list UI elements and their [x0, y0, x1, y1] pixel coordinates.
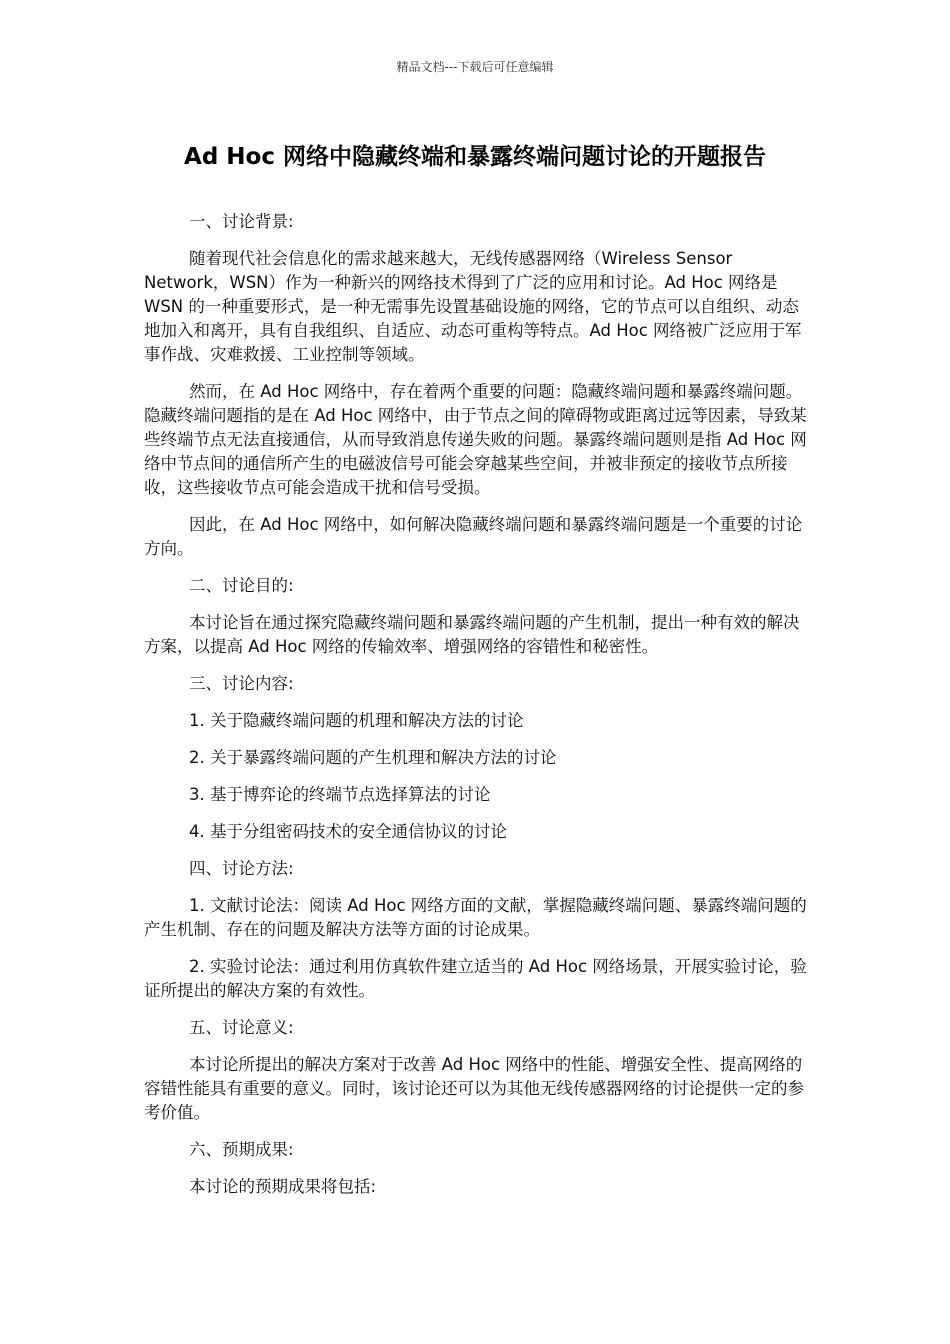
paragraph: 然而，在 Ad Hoc 网络中，存在着两个重要的问题：隐藏终端问题和暴露终端问题。隐藏终端问题指的是在 Ad Hoc 网络中，由于节点之间的障碍物或距离过远等因素，导致某些终端节点无法直接通信，从而导致消息传递失败的问题。暴露终端问题则是指 Ad Hoc 网络中节点间的通信所产生的电磁波信号可能会穿越某些空间，并被非预定的接收节点所接收，这些接收节点可能会造成干扰和信号受损。 — [144, 382, 807, 497]
section-heading-purpose: 二、讨论目的: — [189, 576, 294, 595]
page-header-note: 精品文档---下载后可任意编辑 — [396, 60, 554, 74]
paragraph: 因此，在 Ad Hoc 网络中，如何解决隐藏终端问题和暴露终端问题是一个重要的讨论方向。 — [144, 515, 803, 558]
paragraph: 本讨论的预期成果将包括: — [189, 1177, 377, 1196]
section-heading-background: 一、讨论背景: — [189, 212, 294, 231]
section-heading-content: 三、讨论内容: — [189, 674, 294, 693]
document-title: Ad Hoc 网络中隐藏终端和暴露终端问题讨论的开题报告 — [184, 144, 766, 170]
list-item: 2. 实验讨论法：通过利用仿真软件建立适当的 Ad Hoc 网络场景，开展实验讨论，验证所提出的解决方案的有效性。 — [144, 957, 807, 1000]
list-item: 1. 文献讨论法：阅读 Ad Hoc 网络方面的文献，掌握隐藏终端问题、暴露终端问题的产生机制、存在的问题及解决方法等方面的讨论成果。 — [144, 896, 807, 939]
section-heading-method: 四、讨论方法: — [189, 859, 294, 878]
paragraph: 随着现代社会信息化的需求越来越大，无线传感器网络（Wireless Sensor Network，WSN）作为一种新兴的网络技术得到了广泛的应用和讨论。Ad Hoc 网络是 WSN 的一种重要形式，是一种无需事先设置基础设施的网络，它的节点可以自组织、动态地加入和离开，具有自我组织、自适应、动态可重构等特点。Ad Hoc 网络被广泛应用于军事作战、灾难救援、工业控制等领域。 — [144, 249, 802, 364]
section-heading-significance: 五、讨论意义: — [189, 1018, 294, 1037]
list-item: 4. 基于分组密码技术的安全通信协议的讨论 — [189, 822, 507, 841]
paragraph: 本讨论旨在通过探究隐藏终端问题和暴露终端问题的产生机制，提出一种有效的解决方案，以提高 Ad Hoc 网络的传输效率、增强网络的容错性和秘密性。 — [144, 613, 800, 656]
document-body — [144, 210, 808, 1212]
list-item: 3. 基于博弈论的终端节点选择算法的讨论 — [189, 785, 491, 804]
list-item: 1. 关于隐藏终端问题的机理和解决方法的讨论 — [189, 711, 524, 730]
paragraph: 本讨论所提出的解决方案对于改善 Ad Hoc 网络中的性能、增强安全性、提高网络的容错性能具有重要的意义。同时，该讨论还可以为其他无线传感器网络的讨论提供一定的参考价值。 — [144, 1055, 804, 1122]
list-item: 2. 关于暴露终端问题的产生机理和解决方法的讨论 — [189, 748, 557, 767]
section-heading-results: 六、预期成果: — [189, 1140, 294, 1159]
